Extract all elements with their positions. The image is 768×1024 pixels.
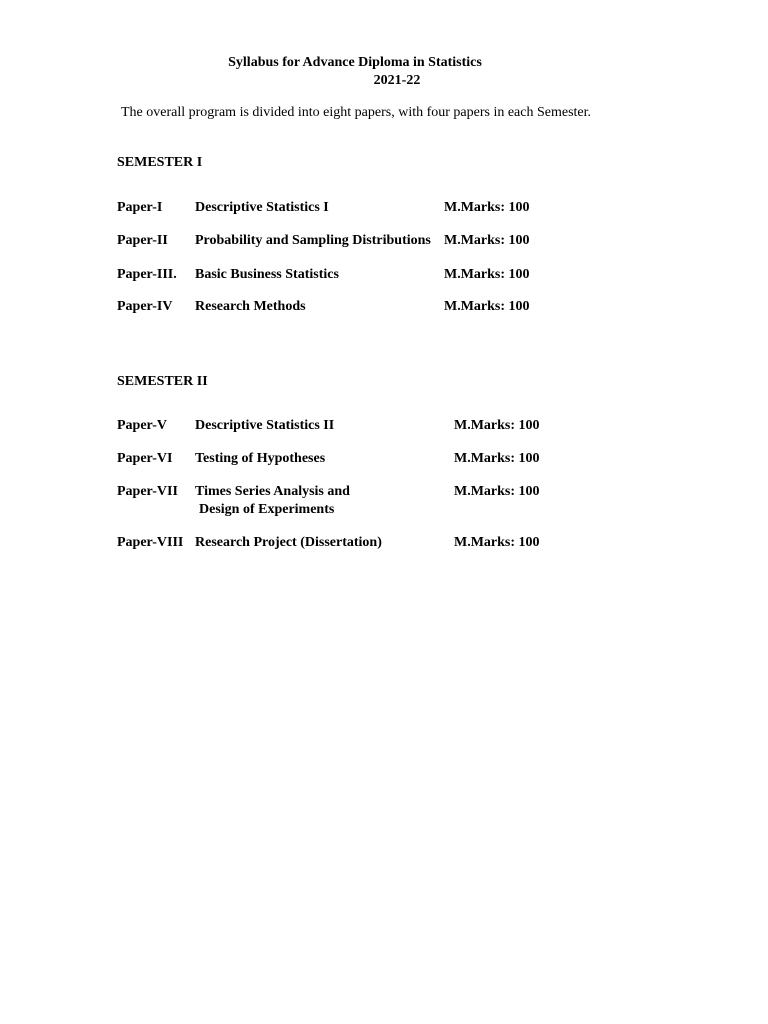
paper-marks: M.Marks: 100	[444, 233, 530, 248]
paper-marks: M.Marks: 100	[454, 451, 540, 466]
paper-code: Paper-I	[117, 200, 163, 215]
paper-row	[0, 299, 768, 319]
document-year: 2021-22	[373, 73, 421, 88]
paper-marks: M.Marks: 100	[454, 535, 540, 550]
paper-marks: M.Marks: 100	[444, 299, 530, 314]
paper-row	[0, 484, 768, 522]
paper-row	[0, 418, 768, 438]
paper-code: Paper-V	[117, 418, 168, 433]
paper-title: Times Series Analysis and	[195, 484, 350, 499]
paper-row	[0, 200, 768, 220]
intro-text: The overall program is divided into eight papers, with four papers in each Semester.	[121, 105, 592, 120]
paper-title: Probability and Sampling Distributions	[195, 233, 431, 248]
paper-row	[0, 267, 768, 287]
paper-code: Paper-IV	[117, 299, 173, 314]
semester-1-heading: SEMESTER I	[117, 155, 203, 170]
paper-code: Paper-VIII	[117, 535, 184, 550]
paper-title: Basic Business Statistics	[195, 267, 339, 282]
paper-title: Descriptive Statistics II	[195, 418, 335, 433]
document-title: Syllabus for Advance Diploma in Statistics	[228, 55, 482, 70]
paper-marks: M.Marks: 100	[444, 267, 530, 282]
paper-title: Descriptive Statistics I	[195, 200, 329, 215]
paper-marks: M.Marks: 100	[454, 484, 540, 499]
paper-code: Paper-III.	[117, 267, 177, 282]
paper-row	[0, 451, 768, 471]
paper-marks: M.Marks: 100	[444, 200, 530, 215]
paper-title: Research Project (Dissertation)	[195, 535, 382, 550]
paper-title-continuation: Design of Experiments	[199, 502, 335, 517]
paper-marks: M.Marks: 100	[454, 418, 540, 433]
paper-row	[0, 535, 768, 555]
paper-row	[0, 233, 768, 253]
paper-code: Paper-II	[117, 233, 168, 248]
paper-code: Paper-VI	[117, 451, 173, 466]
paper-code: Paper-VII	[117, 484, 178, 499]
paper-title: Testing of Hypotheses	[195, 451, 326, 466]
paper-title: Research Methods	[195, 299, 306, 314]
semester-2-heading: SEMESTER II	[117, 374, 208, 389]
